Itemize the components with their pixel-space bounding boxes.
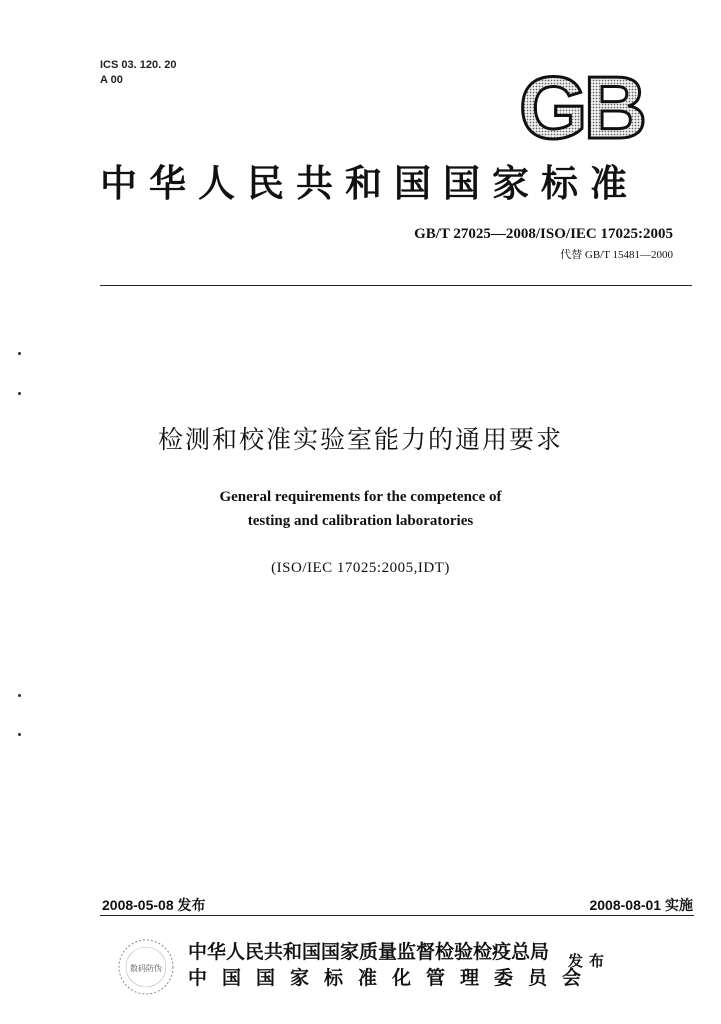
margin-dot <box>18 694 21 697</box>
title-english <box>0 485 721 533</box>
margin-dot <box>18 733 21 736</box>
margin-dot <box>18 352 21 355</box>
footer-rule <box>100 915 694 916</box>
equivalence-note: (ISO/IEC 17025:2005,IDT) <box>271 560 450 576</box>
ics-code: ICS 03. 120. 20 <box>100 59 177 71</box>
standard-number: GB/T 27025—2008/ISO/IEC 17025:2005 <box>414 226 673 242</box>
title-english-line-2: testing and calibration laboratories <box>247 513 474 529</box>
ccs-code: A 00 <box>100 74 123 86</box>
issuer-aqsiq: 中华人民共和国国家质量监督检验检疫总局 <box>188 941 550 963</box>
title-chinese: 检测和校准实验室能力的通用要求 <box>157 425 563 454</box>
implementation-date: 2008-08-01 实施 <box>589 897 693 913</box>
replaces-standard: 代替 GB/T 15481—2000 <box>560 249 673 261</box>
national-standard-heading: 中华人民共和国国家标准 <box>100 161 639 205</box>
issuer-sac: 中国国家标准化管理委员会 <box>188 967 597 989</box>
classification-codes <box>100 58 176 88</box>
seal-text: 数码防伪 <box>130 964 162 973</box>
gb-logo <box>508 70 654 146</box>
title-english-line-1: General requirements for the competence of <box>219 489 502 505</box>
gb-logo-text: GB <box>519 70 643 146</box>
anti-counterfeit-seal <box>116 937 176 997</box>
publish-label: 发布 <box>568 952 611 970</box>
header-rule <box>100 285 692 286</box>
margin-dot <box>18 392 21 395</box>
issue-date: 2008-05-08 发布 <box>102 897 206 913</box>
